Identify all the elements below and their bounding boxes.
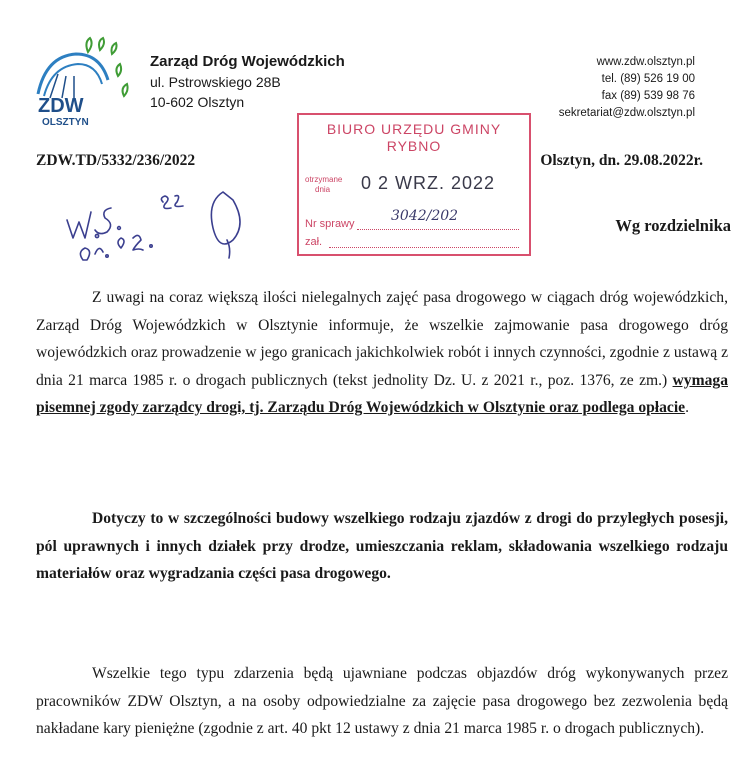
contact-fax: fax (89) 539 98 76: [601, 90, 695, 102]
contact-website: www.zdw.olsztyn.pl: [596, 56, 695, 68]
stamp-case-line: [357, 229, 519, 230]
logo-leaves: [86, 38, 127, 96]
handwritten-annotation: [55, 178, 265, 268]
stamp-title-line1: BIURO URZĘDU GMINY: [326, 121, 502, 137]
place-date: Olsztyn, dn. 29.08.2022r.: [540, 152, 703, 169]
recipient: Wg rozdzielnika: [615, 216, 731, 235]
paragraph-1-text: Z uwagi na coraz większą ilości nielegalnych zajęć pasa drogowego w ciągach dróg wojewódzkich, Zarząd Dróg Wojewódzkich w Olsztynie informuje, że wszelkie zajmowanie pasa drogowego dróg wojewódzkich oraz prowadzenie w jego granicach jakichkolwiek robót i innych czynności, zgodnie z ustawą z dnia 21 marca 1985 r. o drogach publicznych (tekst jednolity Dz. U. z 2021 r., poz. 1376, ze zm.): [36, 289, 728, 389]
paragraph-2: Dotyczy to w szczególności budowy wszelkiego rodzaju zjazdów z drogi do przyległych posesji, pól uprawnych i innych działek przy drodze, umieszczania reklam, składowania wszelkiego rodzaju materiałów oraz wygradzania części pasa drogowego.: [36, 510, 728, 582]
stamp-received-label: otrzymane: [305, 175, 343, 184]
logo-text: ZDW: [38, 95, 84, 117]
stamp-day-label: dnia: [315, 185, 331, 194]
stamp-attachments-label: zał.: [305, 236, 323, 248]
organization-name: Zarząd Dróg Wojewódzkich: [150, 53, 345, 70]
stamp-title: [299, 121, 529, 155]
paragraph-1: [36, 284, 728, 422]
organization-street: ul. Pstrowskiego 28B: [150, 74, 281, 90]
contact-block: [559, 54, 695, 122]
paragraph-1-emphasis: wymaga pisemnej zgody zarządcy drogi, tj. Zarządu Dróg Wojewódzkich w Olsztynie oraz podlega opłacie: [36, 371, 728, 416]
zdw-logo: [28, 36, 136, 128]
organization-city: 10-602 Olsztyn: [150, 94, 245, 110]
received-stamp: [297, 113, 531, 256]
stamp-received-date: 0 2 WRZ. 2022: [361, 173, 496, 193]
stamp-title-line2: RYBNO: [386, 138, 442, 154]
paragraph-1-end: .: [685, 399, 690, 416]
reference-number: ZDW.TD/5332/236/2022: [36, 152, 196, 169]
contact-phone: tel. (89) 526 19 00: [601, 73, 695, 85]
stamp-attachments-line: [329, 247, 519, 248]
stamp-case-label: Nr sprawy: [305, 218, 355, 230]
paragraph-3: Wszelkie tego typu zdarzenia będą ujawniane podczas objazdów dróg wykonywanych przez pracowników ZDW Olsztyn, a na osoby odpowiedzialne za zajęcie pasa drogowego bez zezwolenia będą nakładane kary pieniężne (zgodnie z art. 40 pkt 12 ustawy z dnia 21 marca 1985 r. o drogach publicznych).: [36, 665, 728, 737]
organization-block: [150, 52, 345, 112]
logo-subtext: OLSZTYN: [42, 117, 89, 128]
contact-email: sekretariat@zdw.olsztyn.pl: [558, 107, 695, 119]
stamp-case-value: 3042/202: [391, 208, 459, 224]
